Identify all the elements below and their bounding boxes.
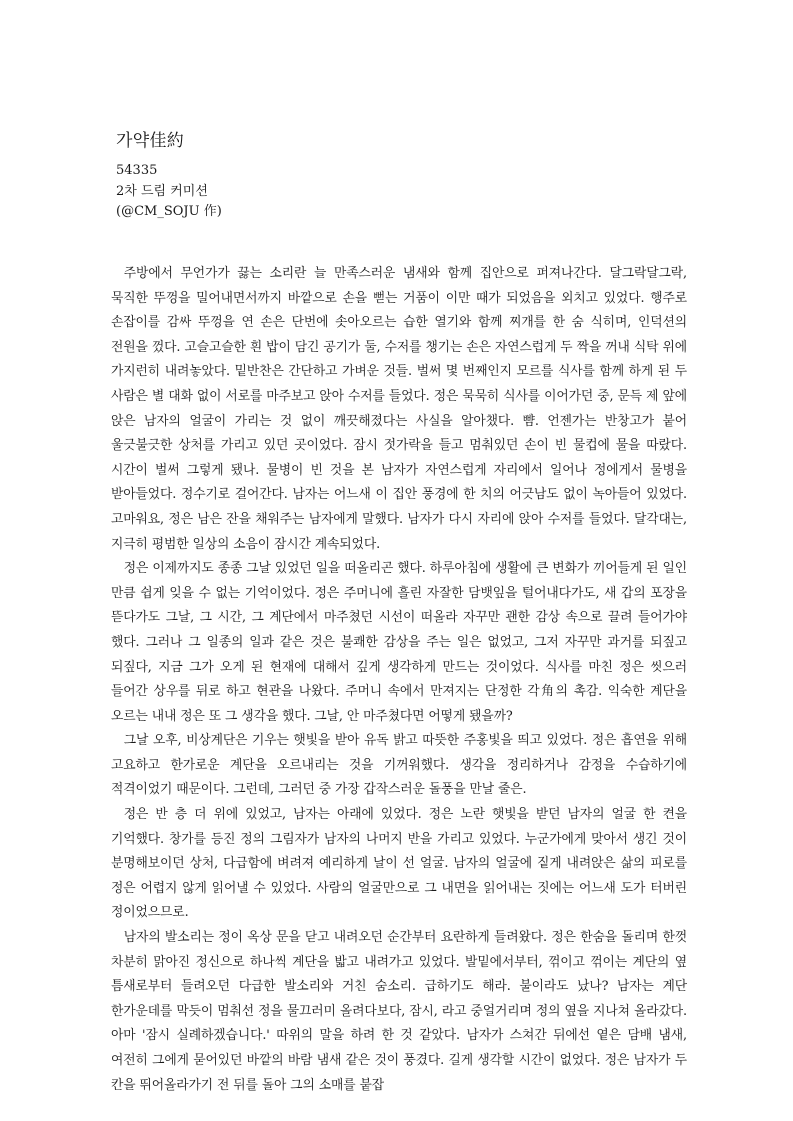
- document-title: 가약佳約: [116, 131, 185, 151]
- paragraph: 정은 이제까지도 종종 그날 있었던 일을 떠올리곤 했다. 하루아침에 생활에 큰 변화가 끼어들게 된 일인 만큼 쉽게 잊을 수 없는 기억이었다. 정은 주머니에 흘린 자잘한 담뱃잎을 털어내다가도, 새 갑의 포장을 뜯다가도 그날, 그 시간, 그 계단에서 마주쳤던 시선이 떠올라 자꾸만 괜한 감상 속으로 끌려 들어가야 했다. 그러나 그 일종의 일과 같은 것은 불쾌한 감상을 주는 일은 없었고, 그저 자꾸만 과거를 되짚고 되짚다, 지금 그가 오게 된 현재에 대해서 깊게 생각하게 만드는 것이었다. 식사를 마친 정은 씻으러 들어간 상우를 뒤로 하고 현관을 나왔다. 주머니 속에서 만져지는 단정한 각角의 촉감. 익숙한 계단을 오르는 내내 정은 또 그 생각을 했다. 그날, 안 마주쳤다면 어떻게 됐을까?: [111, 561, 687, 724]
- document-header: [116, 128, 676, 223]
- author-credit: (@CM_SOJU 作): [116, 204, 222, 219]
- paragraph: 정은 반 층 더 위에 있었고, 남자는 아래에 있었다. 정은 노란 햇빛을 받던 남자의 얼굴 한 켠을 기억했다. 창가를 등진 정의 그림자가 남자의 나머지 반을 가리고 있었다. 누군가에게 맞아서 생긴 것이 분명해보이던 상처, 다급함에 벼려져 예리하게 날이 선 얼굴. 남자의 얼굴에 짙게 내려앉은 삶의 피로를 정은 어렵지 않게 읽어낼 수 있었다. 사람의 얼굴만으로 그 내면을 읽어내는 짓에는 어느새 도가 터버린 정이었으므로.: [111, 807, 687, 921]
- story-body: [111, 262, 687, 1098]
- commission-label: 2차 드림 커미션: [116, 183, 208, 199]
- post-number: 54335: [116, 163, 158, 178]
- paragraph: 주방에서 무언가가 끓는 소리란 늘 만족스러운 냄새와 함께 집안으로 퍼져나간다. 달그락달그락, 묵직한 뚜껑을 밀어내면서까지 바깥으로 손을 뻗는 거품이 이만 때가 되었음을 외치고 있었다. 행주로 손잡이를 감싸 뚜껑을 연 손은 단번에 솟아오르는 습한 열기와 함께 찌개를 한 숨 식히며, 인덕션의 전원을 껐다. 고슬고슬한 흰 밥이 담긴 공기가 둘, 수저를 챙기는 손은 자연스럽게 두 짝을 꺼내 식탁 위에 가지런히 내려놓았다. 밑반찬은 간단하고 가벼운 것들. 벌써 몇 번째인지 모르를 식사를 함께 하게 된 두 사람은 별 대화 없이 서로를 마주보고 앉아 수저를 들었다. 정은 묵묵히 식사를 이어가던 중, 문득 제 앞에 앉은 남자의 얼굴이 가리는 것 없이 깨끗해졌다는 사실을 알아챘다. 뺨. 언젠가는 반창고가 붙어 울긋불긋한 상처를 가리고 있던 곳이었다. 잠시 젓가락을 들고 멈춰있던 손이 빈 물컵에 물을 따랐다. 시간이 벌써 그렇게 됐나. 물병이 빈 것을 본 남자가 자연스럽게 자리에서 일어나 정에게서 물병을 받아들었다. 정수기로 걸어간다. 남자는 어느새 이 집안 풍경에 한 치의 어긋남도 없이 녹아들어 있었다. 고마워요, 정은 남은 잔을 채워주는 남자에게 말했다. 남자가 다시 자리에 앉아 수저를 들었다. 달각대는, 지극히 평범한 일상의 소음이 잠시간 계속되었다.: [111, 266, 687, 552]
- paragraph: 남자의 발소리는 정이 옥상 문을 닫고 내려오던 순간부터 요란하게 들려왔다. 정은 한숨을 돌리며 한껏 차분히 맑아진 정신으로 하나씩 계단을 밟고 내려가고 있었다. 발밑에서부터, 꺾이고 꺾이는 계단의 옆 틈새로부터 들려오던 다급한 발소리와 거친 숨소리. 급하기도 해라. 불이라도 났나? 남자는 계단 한가운데를 막듯이 멈춰선 정을 물끄러미 올려다보다, 잠시, 라고 중얼거리며 정의 옆을 지나쳐 올라갔다. 아마 '잠시 실례하겠습니다.' 따위의 말을 하려 한 것 같았다. 남자가 스쳐간 뒤에선 옅은 담배 냄새, 여전히 그에게 묻어있던 바깥의 바람 냄새 같은 것이 풍겼다. 길게 생각할 시간이 없었다. 정은 남자가 두 칸을 뛰어올라가기 전 뒤를 돌아 그의 소매를 붙잡: [111, 930, 687, 1093]
- paragraph: 그날 오후, 비상계단은 기우는 햇빛을 받아 유독 밝고 따뜻한 주홍빛을 띄고 있었다. 정은 흡연을 위해 고요하고 한가로운 계단을 오르내리는 것을 기꺼워했다. 생각을 정리하거나 감정을 수습하기에 적격이었기 때문이다. 그런데, 그러던 중 가장 갑작스러운 돌풍을 만날 줄은.: [111, 733, 687, 798]
